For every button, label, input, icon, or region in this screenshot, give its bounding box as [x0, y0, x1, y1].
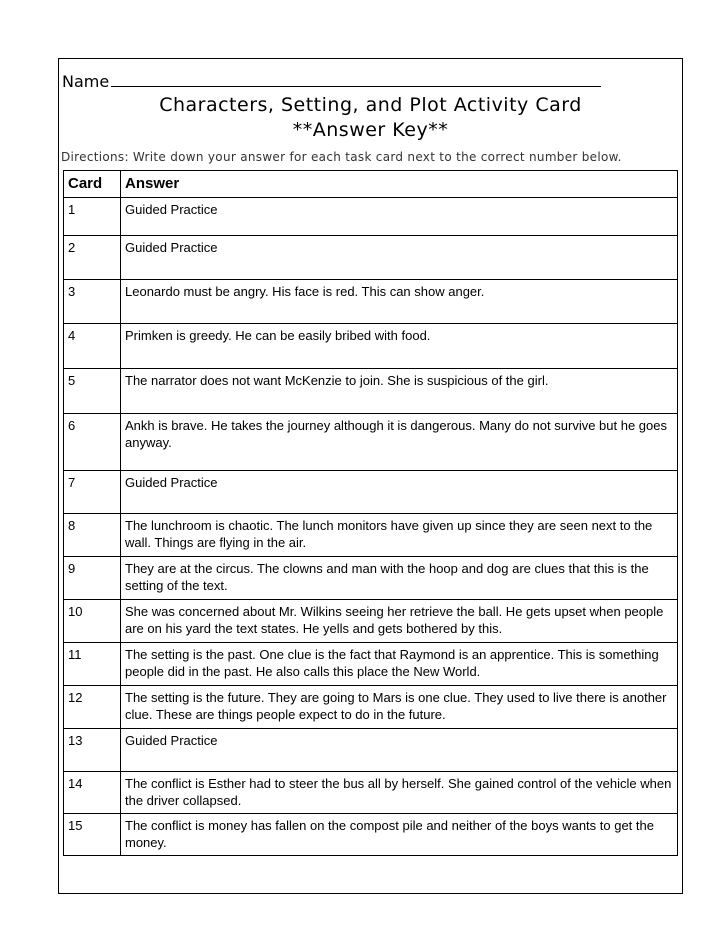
card-number: 3 [64, 280, 121, 324]
table-row [64, 369, 678, 414]
card-number: 6 [64, 414, 121, 471]
answer-cell: They are at the circus. The clowns and man with the hoop and dog are clues that this is the setting of the text. [121, 557, 678, 600]
card-number: 4 [64, 324, 121, 369]
table-row [64, 772, 678, 814]
column-header-card: Card [64, 171, 121, 198]
answer-cell: Leonardo must be angry. His face is red. This can show anger. [121, 280, 678, 324]
answer-cell: She was concerned about Mr. Wilkins seeing her retrieve the ball. He gets upset when people are on his yard the text states. He yells and gets bothered by this. [121, 600, 678, 643]
answer-cell: The conflict is Esther had to steer the bus all by herself. She gained control of the vehicle when the driver collapsed. [121, 772, 678, 814]
card-number: 9 [64, 557, 121, 600]
answer-cell: Guided Practice [121, 236, 678, 280]
answer-cell: The lunchroom is chaotic. The lunch monitors have given up since they are seen next to the wall. Things are flying in the air. [121, 514, 678, 557]
table-row [64, 471, 678, 514]
table-row [64, 643, 678, 686]
table-row [64, 324, 678, 369]
column-header-answer: Answer [121, 171, 678, 198]
card-number: 2 [64, 236, 121, 280]
table-row [64, 557, 678, 600]
answer-cell: The narrator does not want McKenzie to join. She is suspicious of the girl. [121, 369, 678, 414]
answer-cell: The setting is the future. They are going to Mars is one clue. They used to live there is another clue. These are things people expect to do in the future. [121, 686, 678, 729]
table-row [64, 280, 678, 324]
card-number: 5 [64, 369, 121, 414]
card-number: 8 [64, 514, 121, 557]
table-row [64, 198, 678, 236]
card-number: 10 [64, 600, 121, 643]
name-label: Name [62, 72, 110, 91]
card-number: 12 [64, 686, 121, 729]
answer-cell: The conflict is money has fallen on the compost pile and neither of the boys wants to get the money. [121, 814, 678, 856]
answer-cell: Ankh is brave. He takes the journey although it is dangerous. Many do not survive but he goes anyway. [121, 414, 678, 471]
answer-cell: The setting is the past. One clue is the fact that Raymond is an apprentice. This is something people did in the past. He also calls this place the New World. [121, 643, 678, 686]
answer-cell: Guided Practice [121, 729, 678, 772]
page-subtitle: **Answer Key** [292, 119, 449, 141]
card-number: 7 [64, 471, 121, 514]
answer-cell: Guided Practice [121, 471, 678, 514]
page-title: Characters, Setting, and Plot Activity Card [159, 94, 582, 116]
card-number: 15 [64, 814, 121, 856]
table-row [64, 686, 678, 729]
name-field [62, 72, 601, 91]
table-row [64, 729, 678, 772]
card-number: 11 [64, 643, 121, 686]
card-number: 13 [64, 729, 121, 772]
answer-cell: Guided Practice [121, 198, 678, 236]
table-row [64, 414, 678, 471]
name-underline [111, 72, 601, 87]
directions-text: Directions: Write down your answer for each task card next to the correct number below. [61, 151, 622, 164]
card-number: 1 [64, 198, 121, 236]
card-number: 14 [64, 772, 121, 814]
table-row [64, 814, 678, 856]
table-row [64, 600, 678, 643]
answer-table [63, 170, 678, 856]
table-row [64, 514, 678, 557]
table-header-row [64, 171, 678, 198]
table-row [64, 236, 678, 280]
answer-cell: Primken is greedy. He can be easily bribed with food. [121, 324, 678, 369]
